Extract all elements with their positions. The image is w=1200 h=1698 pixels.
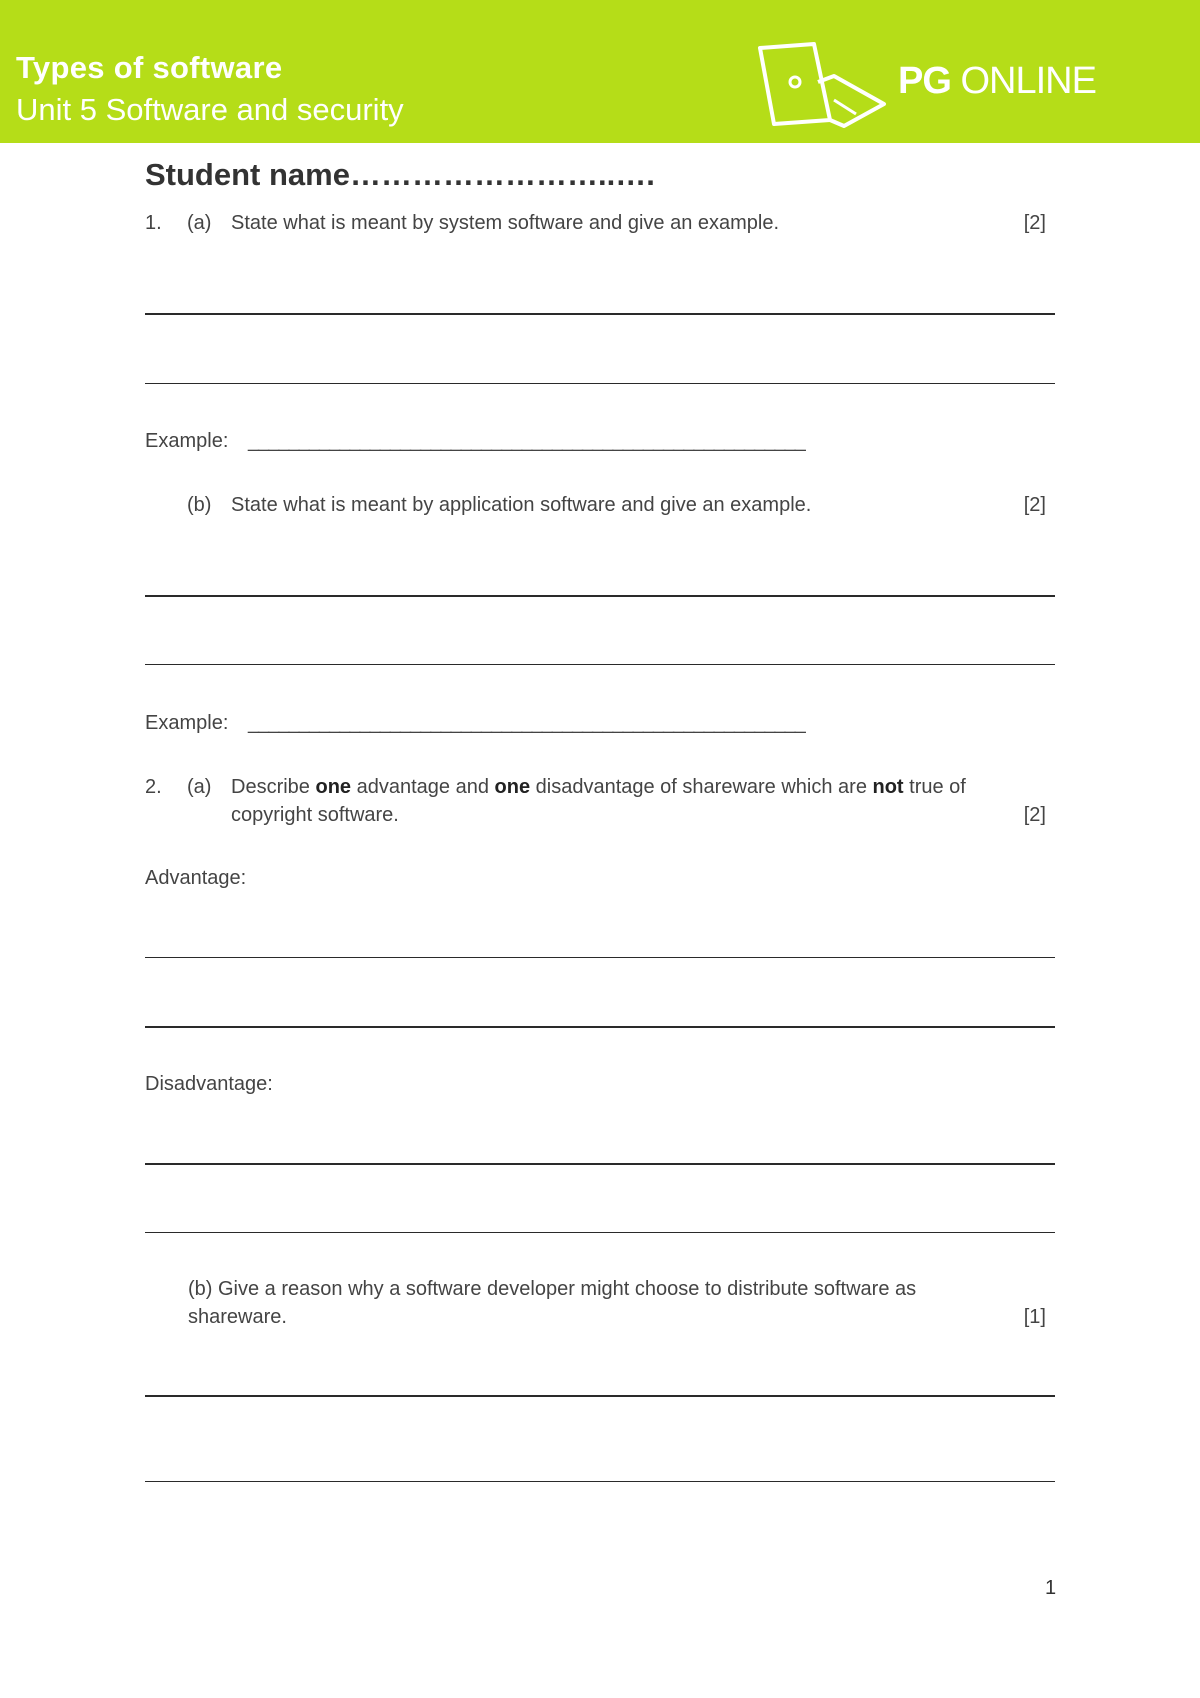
worksheet-subtitle: Unit 5 Software and security	[16, 92, 404, 127]
example-label-1a: Example:	[145, 430, 229, 452]
example-answer-blank-1b[interactable]: _______________________________________________________	[248, 712, 805, 734]
laptop-icon	[752, 42, 888, 128]
question-1a-part: (a)	[187, 212, 212, 234]
pg-online-logo	[752, 40, 1096, 130]
question-2b-text-line2: shareware.	[188, 1306, 287, 1328]
question-2b-marks: [1]	[1023, 1306, 1046, 1328]
page-number: 1	[1045, 1577, 1057, 1599]
question-2b-text: (b) Give a reason why a software developer might choose to distribute software as	[188, 1278, 917, 1300]
answer-line[interactable]	[145, 595, 1055, 597]
student-name-label: Student name……………………..….	[145, 157, 655, 192]
answer-line[interactable]	[145, 1232, 1055, 1233]
answer-line[interactable]	[145, 383, 1055, 384]
answer-line[interactable]	[145, 313, 1055, 315]
example-answer-blank-1a[interactable]: _______________________________________________________	[248, 430, 805, 452]
question-1-number: 1.	[145, 212, 162, 234]
answer-line[interactable]	[145, 1163, 1055, 1165]
answer-line[interactable]	[145, 957, 1055, 958]
worksheet-title: Types of software	[16, 50, 283, 85]
question-2a-part: (a)	[187, 776, 212, 798]
question-2a-marks: [2]	[1023, 804, 1046, 826]
question-2a-text-line2: copyright software.	[231, 804, 399, 826]
question-2a-text: Describe one advantage and one disadvantage of shareware which are not true of	[231, 776, 966, 798]
answer-line[interactable]	[145, 1481, 1055, 1482]
header-banner	[0, 0, 1200, 143]
question-1a-text: State what is meant by system software and give an example.	[231, 212, 780, 234]
answer-line[interactable]	[145, 1395, 1055, 1397]
logo-wordmark: PG ONLINE	[898, 60, 1096, 102]
question-2-number: 2.	[145, 776, 162, 798]
question-1a-marks: [2]	[1023, 212, 1046, 234]
question-1b-marks: [2]	[1023, 494, 1046, 516]
question-1b-part: (b)	[187, 494, 212, 516]
answer-line[interactable]	[145, 664, 1055, 665]
question-1b-text: State what is meant by application software and give an example.	[231, 494, 812, 516]
example-label-1b: Example:	[145, 712, 229, 734]
answer-line[interactable]	[145, 1026, 1055, 1028]
disadvantage-label: Disadvantage:	[145, 1073, 273, 1095]
advantage-label: Advantage:	[145, 867, 247, 889]
